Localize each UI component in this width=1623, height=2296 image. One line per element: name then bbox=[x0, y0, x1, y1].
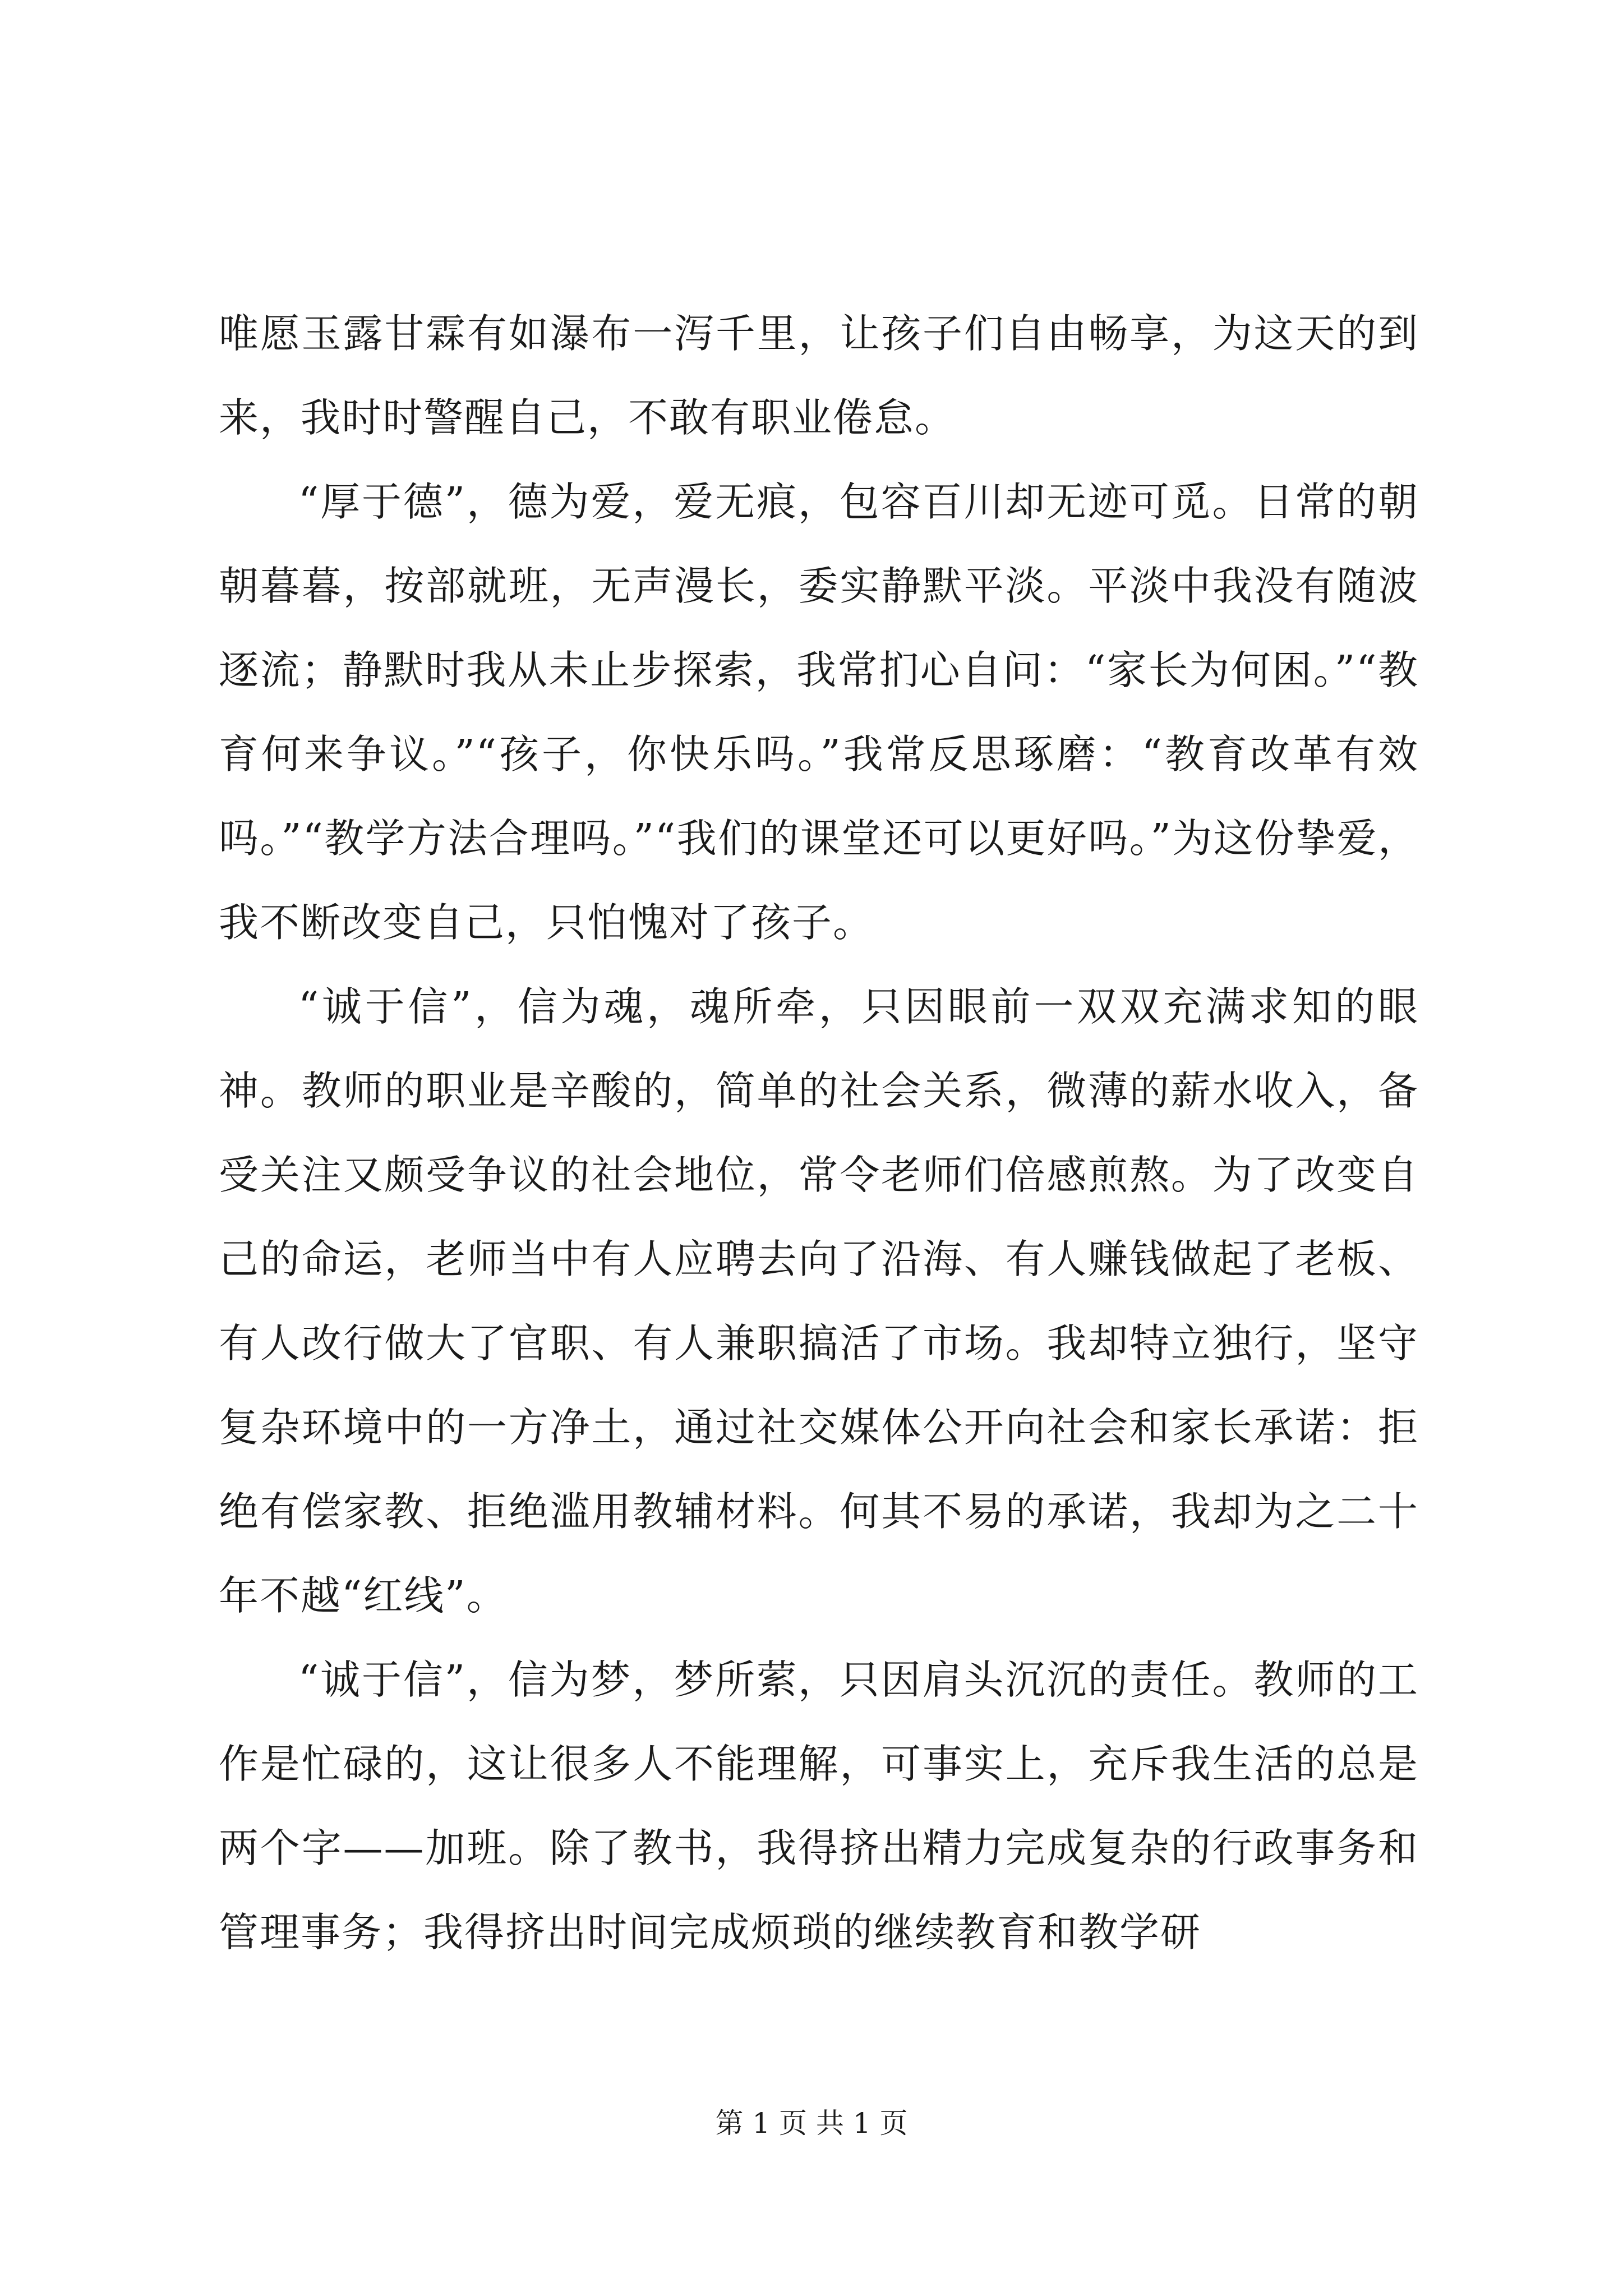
paragraph-3: “诚于信”，信为魂，魂所牵，只因眼前一双双充满求知的眼神。教师的职业是辛酸的，简单的社会关系，微薄的薪水收入，备受关注又颇受争议的社会地位，常令老师们倍感煎熬。为了改变自己的命运，老师当中有人应聘去向了沿海、有人赚钱做起了老板、有人改行做大了官职、有人兼职搞活了市场。我却特立独行，坚守复杂环境中的一方净土，通过社交媒体公开向社会和家长承诺：拒绝有偿家教、拒绝滥用教辅材料。何其不易的承诺，我却为之二十年不越“红线”。 bbox=[219, 983, 1419, 1619]
paragraph-2: “厚于德”，德为爱，爱无痕，包容百川却无迹可觅。日常的朝朝暮暮，按部就班，无声漫长，委实静默平淡。平淡中我没有随波逐流；静默时我从未止步探索，我常扪心自问：“家长为何困。”“教育何来争议。”“孩子，你快乐吗。”我常反思琢磨：“教育改革有效吗。”“教学方法合理吗。”“我们的课堂还可以更好吗。”为这份挚爱，我不断改变自己，只怕愧对了孩子。 bbox=[219, 478, 1419, 946]
paragraph-4: “诚于信”，信为梦，梦所萦，只因肩头沉沉的责任。教师的工作是忙碌的，这让很多人不能理解，可事实上，充斥我生活的总是两个字——加班。除了教书，我得挤出精力完成复杂的行政事务和管理事务；我得挤出时间完成烦琐的继续教育和教学研 bbox=[219, 1657, 1419, 1955]
paragraph-1: 唯愿玉露甘霖有如瀑布一泻千里，让孩子们自由畅享，为这天的到来，我时时警醒自己，不敢有职业倦怠。 bbox=[219, 310, 1419, 441]
document-body bbox=[219, 292, 1419, 1975]
page-number-footer: 第 1 页 共 1 页 bbox=[715, 2107, 908, 2139]
